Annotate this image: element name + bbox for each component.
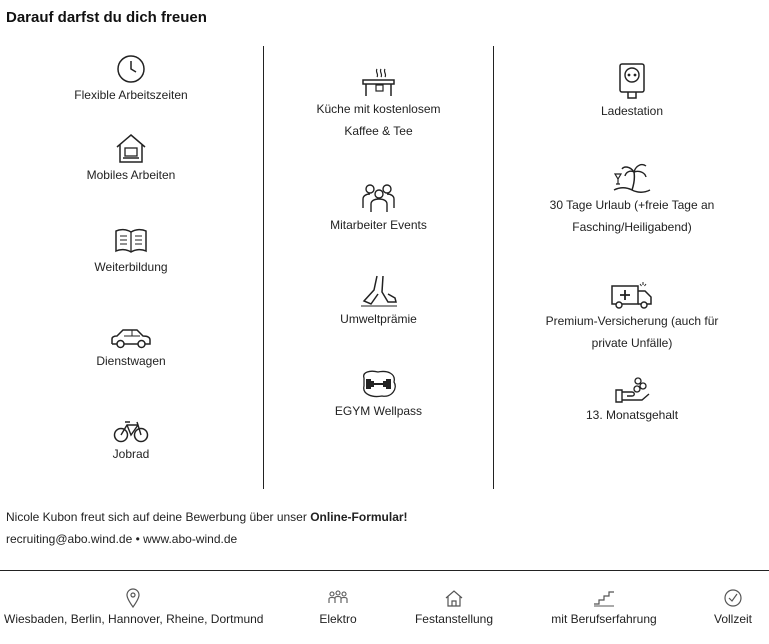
- benefit-13th-salary: [495, 376, 769, 426]
- footer-experience: [546, 588, 662, 626]
- benefits-column-3: [495, 46, 769, 489]
- contact-line-2[interactable]: recruiting@abo.wind.de • www.abo-wind.de: [6, 532, 238, 546]
- benefit-label-line1: Küche mit kostenlosem: [316, 102, 441, 116]
- stairs-icon: [592, 588, 616, 608]
- benefit-label-line2: Kaffee & Tee: [344, 124, 413, 138]
- benefit-environment-bonus: [264, 274, 493, 330]
- benefit-label-line1: Premium-Versicherung (auch für: [545, 314, 719, 328]
- footer-location-label: Wiesbaden, Berlin, Hannover, Rheine, Dortmund: [4, 612, 264, 626]
- open-book-icon: [113, 226, 149, 256]
- bicycle-icon: [113, 419, 149, 443]
- benefit-label: Mitarbeiter Events: [330, 218, 427, 232]
- home-icon: [444, 588, 464, 608]
- benefit-mobile-work: [0, 132, 262, 186]
- location-pin-icon: [125, 588, 141, 608]
- dumbbell-icon: [358, 368, 400, 400]
- benefit-egym-wellpass: [264, 368, 493, 422]
- footer-location: [4, 588, 262, 626]
- benefit-charging-station: [495, 62, 769, 122]
- home-laptop-icon: [114, 132, 148, 164]
- clock-icon: [116, 54, 146, 84]
- benefit-label: Flexible Arbeitszeiten: [74, 88, 188, 102]
- section-title: Darauf darfst du dich freuen: [6, 9, 207, 26]
- walking-feet-icon: [359, 274, 399, 308]
- contact-exclamation: !: [403, 510, 408, 524]
- benefit-label-line1: 30 Tage Urlaub (+freie Tage an: [549, 198, 715, 212]
- benefit-label: Dienstwagen: [96, 354, 166, 368]
- footer-time: [704, 588, 762, 626]
- benefit-label-line2: private Unfälle): [591, 336, 673, 350]
- online-form-link[interactable]: Online-Formular: [310, 510, 404, 524]
- benefit-label: EGYM Wellpass: [334, 404, 423, 418]
- contact-block: [6, 506, 408, 550]
- car-icon: [110, 326, 152, 350]
- footer-employment: [408, 588, 500, 626]
- benefit-jobrad: [0, 419, 262, 465]
- benefit-label: Weiterbildung: [94, 260, 168, 274]
- benefit-flexible-hours: [0, 54, 262, 106]
- benefit-label: Mobiles Arbeiten: [86, 168, 176, 182]
- palm-beach-icon: [612, 160, 652, 194]
- team-icon: [327, 588, 349, 608]
- benefit-label: Ladestation: [600, 104, 664, 118]
- benefit-insurance: [495, 280, 769, 354]
- footer-department: [308, 588, 368, 626]
- benefit-label-line2: Fasching/Heiligabend): [572, 220, 692, 234]
- benefit-label: 13. Monatsgehalt: [585, 408, 679, 422]
- benefit-training: [0, 226, 262, 278]
- coins-hand-icon: [612, 376, 652, 404]
- footer-employment-label: Festanstellung: [414, 612, 494, 626]
- benefit-vacation: [495, 160, 769, 238]
- footer-divider: [0, 570, 769, 571]
- footer-department-label: Elektro: [319, 612, 357, 626]
- footer-experience-label: mit Berufserfahrung: [551, 612, 657, 626]
- coffee-kitchen-icon: [360, 66, 398, 98]
- benefits-column-1: [0, 46, 262, 489]
- benefit-label: Jobrad: [112, 447, 150, 461]
- people-group-icon: [360, 182, 398, 214]
- ambulance-icon: [610, 280, 654, 310]
- clock-check-icon: [723, 588, 743, 608]
- benefit-employee-events: [264, 182, 493, 236]
- benefit-kitchen: [264, 66, 493, 142]
- charging-station-icon: [617, 62, 647, 100]
- benefit-company-car: [0, 326, 262, 372]
- contact-line-1: [6, 506, 408, 528]
- contact-text: Nicole Kubon freut sich auf deine Bewerbung über unser: [6, 510, 307, 524]
- benefit-label: Umweltprämie: [340, 312, 417, 326]
- benefits-column-2: [263, 46, 494, 489]
- footer-time-label: Vollzeit: [713, 612, 753, 626]
